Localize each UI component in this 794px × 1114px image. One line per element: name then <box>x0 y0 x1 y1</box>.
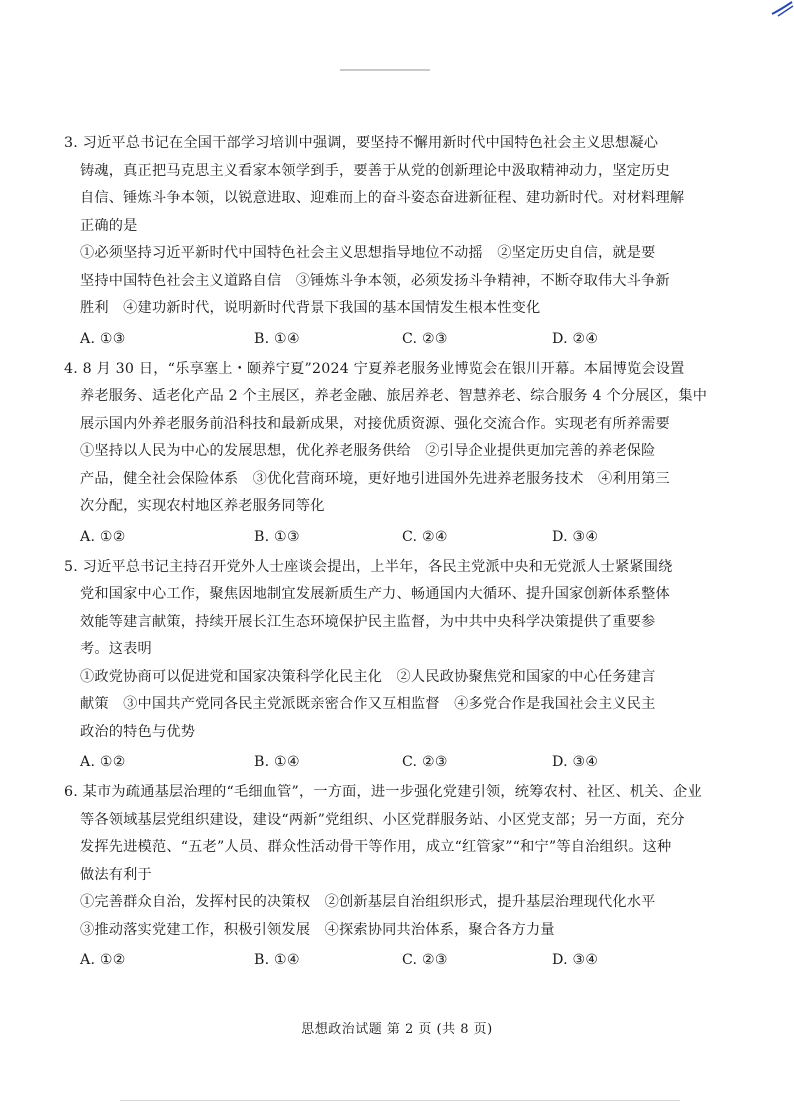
statement-line: ③推动落实党建工作，积极引领发展 ④探索协同共治体系，聚合各方力量 <box>80 921 555 938</box>
option-a[interactable]: A. ①② <box>80 754 126 770</box>
option-b[interactable]: B. ①④ <box>254 330 300 347</box>
option-b[interactable]: B. ①④ <box>254 754 300 770</box>
bottom-divider <box>120 1100 680 1101</box>
option-b[interactable]: B. ①③ <box>254 528 300 545</box>
statement-line: 献策 ③中国共产党同各民主党派既亲密合作又互相监督 ④多党合作是我国社会主义民主 <box>80 696 656 712</box>
option-d[interactable]: D. ③④ <box>552 952 599 968</box>
statement-line: 产品，健全社会保险体系 ③优化营商环境，更好地引进国外先进养老服务技术 ④利用第三 <box>80 470 670 487</box>
question-text-line: 6. 某市为疏通基层治理的“毛细血管”，一方面，进一步强化党建引领，统筹农村、社区、机关、企业 <box>64 784 702 800</box>
question-text-line: 4. 8 月 30 日，“乐享塞上・颐养宁夏”2024 宁夏养老服务业博览会在银川开幕。本届博览会设置 <box>64 360 685 377</box>
question-text-line: 正确的是 <box>80 217 138 234</box>
option-a[interactable]: A. ①② <box>80 952 126 968</box>
answer-options <box>64 521 704 554</box>
corner-scan-mark-icon <box>768 0 794 18</box>
answer-options <box>64 944 704 977</box>
option-d[interactable]: D. ③④ <box>552 754 599 770</box>
statement-line: 政治的特色与优势 <box>80 723 196 740</box>
option-d[interactable]: D. ②④ <box>552 330 599 347</box>
statement-line: ①完善群众自治，发挥村民的决策权 ②创新基层自治组织形式，提升基层治理现代化水平 <box>80 894 656 910</box>
question-text-line: 自信、锤炼斗争本领，以锐意进取、迎难而上的奋斗姿态奋进新征程、建功新时代。对材料理解 <box>80 190 685 206</box>
answer-options <box>64 746 704 779</box>
statement-line: 次分配，实现农村地区养老服务同等化 <box>80 498 325 514</box>
question-text-line: 5. 习近平总书记主持召开党外人士座谈会提出，上半年，各民主党派中央和无党派人士紧紧围绕 <box>64 558 673 575</box>
question-3 <box>64 130 704 356</box>
statement-line: 坚持中国特色社会主义道路自信 ③锤炼斗争本领，必须发扬斗争精神，不断夺取伟大斗争新 <box>80 272 670 289</box>
question-text-line: 等各领域基层党组织建设，建设“两新”党组织、小区党群服务站、小区党支部；另一方面，充分 <box>80 811 685 828</box>
option-b[interactable]: B. ①④ <box>254 952 300 968</box>
statement-line: ①坚持以人民为中心的发展思想，优化养老服务供给 ②引导企业提供更加完善的养老保险 <box>80 443 656 459</box>
statement-line: ①政党协商可以促进党和国家决策科学化民主化 ②人民政协聚焦党和国家的中心任务建言 <box>80 668 656 685</box>
option-a[interactable]: A. ①② <box>80 528 126 545</box>
statement-line: ①必须坚持习近平新时代中国特色社会主义思想指导地位不动摇 ②坚定历史自信，就是要 <box>80 245 656 261</box>
question-text-line: 效能等建言献策，持续开展长江生态环境保护民主监督，为中共中央科学决策提供了重要参 <box>80 613 656 630</box>
option-c[interactable]: C. ②④ <box>402 528 448 545</box>
question-text-line: 展示国内外养老服务前沿科技和最新成果，对接优质资源、强化交流合作。实现老有所养需要 <box>80 415 670 432</box>
question-text-line: 养老服务、适老化产品 2 个主展区，养老金融、旅居养老、智慧养老、综合服务 4 个分展区，集中 <box>80 388 708 404</box>
questions-container <box>64 130 708 977</box>
question-text-line: 发挥先进模范、“五老”人员、群众性活动骨干等作用，成立“红管家”“和宁”等自治组织。这种 <box>80 839 672 855</box>
top-divider <box>340 69 430 71</box>
question-5 <box>64 554 704 780</box>
answer-options <box>64 323 704 356</box>
question-text-line: 党和国家中心工作，聚焦因地制宜发展新质生产力、畅通国内大循环、提升国家创新体系整体 <box>80 586 670 602</box>
question-text-line: 考。这表明 <box>80 641 152 657</box>
question-4 <box>64 356 708 554</box>
option-c[interactable]: C. ②③ <box>402 330 448 347</box>
statement-line: 胜利 ④建功新时代，说明新时代背景下我国的基本国情发生根本性变化 <box>80 300 541 316</box>
page-footer: 思想政治试题 第 2 页 (共 8 页) <box>301 1022 493 1037</box>
question-6 <box>64 779 704 977</box>
question-text-line: 做法有利于 <box>80 866 152 883</box>
option-d[interactable]: D. ③④ <box>552 528 599 545</box>
option-c[interactable]: C. ②③ <box>402 754 448 770</box>
question-text-line: 3. 习近平总书记在全国干部学习培训中强调，要坚持不懈用新时代中国特色社会主义思想凝心 <box>64 135 659 151</box>
option-c[interactable]: C. ②③ <box>402 952 448 968</box>
option-a[interactable]: A. ①③ <box>80 330 126 347</box>
question-text-line: 铸魂，真正把马克思主义看家本领学到手，要善于从党的创新理论中汲取精神动力，坚定历史 <box>80 162 670 179</box>
